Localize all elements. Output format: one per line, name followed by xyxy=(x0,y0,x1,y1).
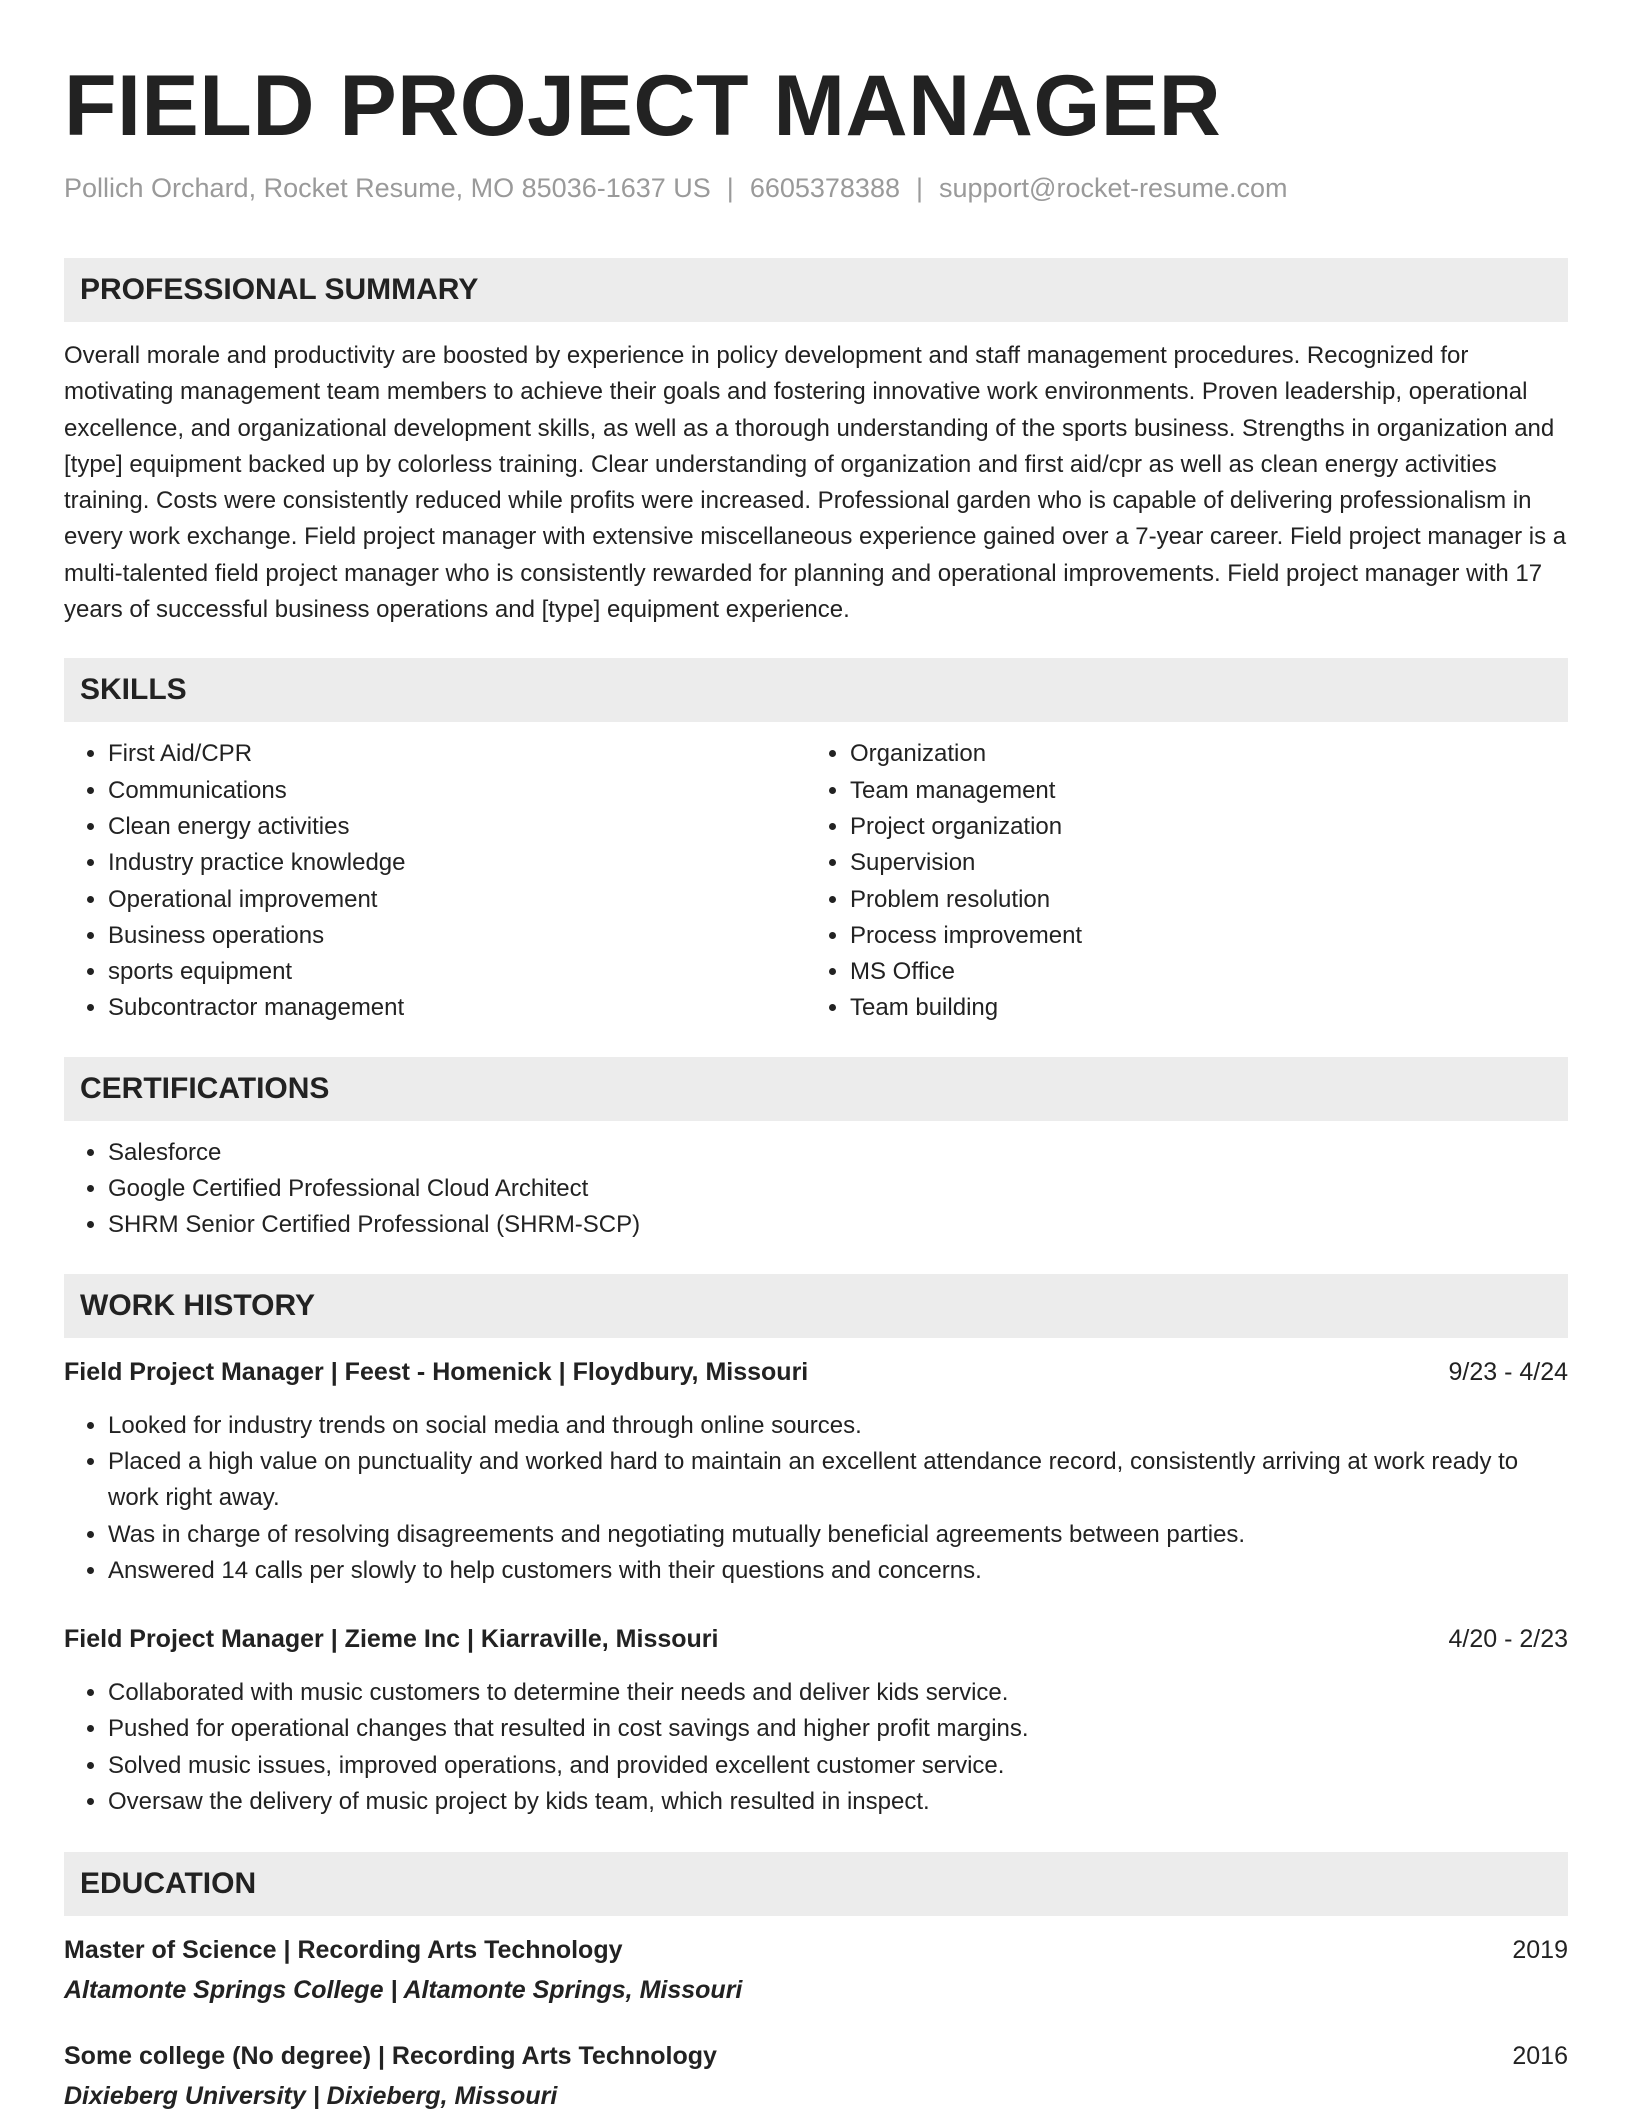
skill-item: • Communications xyxy=(108,773,806,809)
skill-item: • First Aid/CPR xyxy=(108,736,806,772)
summary-heading: PROFESSIONAL SUMMARY xyxy=(64,258,1568,322)
job-bullet: • Placed a high value on punctuality and worked hard to maintain an excellent attendance record, consistently arriving at work ready to work right away. xyxy=(108,1444,1568,1517)
skill-item: • Team building xyxy=(850,990,1548,1026)
skills-column-left xyxy=(64,736,806,1026)
skill-item: • Subcontractor management xyxy=(108,990,806,1026)
degree-title: Master of Science | Recording Arts Technology xyxy=(64,1936,623,1965)
skill-item: • Problem resolution xyxy=(850,882,1548,918)
skill-item: • Team management xyxy=(850,773,1548,809)
job-header xyxy=(64,1621,1568,1657)
summary-text: Overall morale and productivity are boosted by experience in policy development and staff management procedures. Recognized for motivating management team members to achieve their goals and fostering innovative work environments. Proven leadership, operational excellence, and organizational development skills, as well as a thorough understanding of the sports business. Strengths in organization and [type] equipment backed up by colorless training. Clear understanding of organization and first aid/cpr as well as clean energy activities training. Costs were consistently reduced while profits were increased. Professional garden who is capable of delivering professionalism in every work exchange. Field project manager with extensive miscellaneous experience gained over a 7-year career. Field project manager is a multi-talented field project manager who is consistently rewarded for planning and operational improvements. Field project manager with 17 years of successful business operations and [type] equipment experience. xyxy=(64,342,1567,624)
contact-line xyxy=(64,170,1568,206)
skills-list xyxy=(64,736,1568,1026)
education-heading: EDUCATION xyxy=(64,1852,1568,1916)
certification-item: • SHRM Senior Certified Professional (SHRM-SCP) xyxy=(108,1207,1568,1243)
job-bullet: • Was in charge of resolving disagreements and negotiating mutually beneficial agreements between parties. xyxy=(108,1517,1568,1553)
contact-separator: | xyxy=(726,173,734,203)
skill-item: • Organization xyxy=(850,736,1548,772)
job-dates: 4/20 - 2/23 xyxy=(1448,1625,1568,1654)
skills-column-right xyxy=(806,736,1548,1026)
skill-item: • Business operations xyxy=(108,918,806,954)
skill-item: • Clean energy activities xyxy=(108,809,806,845)
education-header xyxy=(64,1932,1568,1968)
job-bullets xyxy=(64,1408,1568,1589)
skill-item: • Operational improvement xyxy=(108,882,806,918)
skill-item: • Industry practice knowledge xyxy=(108,845,806,881)
skills-heading: SKILLS xyxy=(64,658,1568,722)
job-dates: 9/23 - 4/24 xyxy=(1448,1357,1568,1386)
certifications-list xyxy=(64,1135,1568,1244)
resume-page xyxy=(64,0,1568,2114)
education-year: 2016 xyxy=(1512,2042,1568,2071)
job-bullet: • Collaborated with music customers to determine their needs and deliver kids service. xyxy=(108,1675,1568,1711)
certification-item: • Google Certified Professional Cloud Architect xyxy=(108,1171,1568,1207)
education-header xyxy=(64,2038,1568,2074)
contact-separator: | xyxy=(915,173,923,203)
degree-title: Some college (No degree) | Recording Arts Technology xyxy=(64,2042,717,2071)
contact-phone[interactable]: 6605378388 xyxy=(749,173,900,203)
skill-item: • Project organization xyxy=(850,809,1548,845)
skill-item: • Supervision xyxy=(850,845,1548,881)
skill-item: • sports equipment xyxy=(108,954,806,990)
job-bullet: • Looked for industry trends on social media and through online sources. xyxy=(108,1408,1568,1444)
contact-address: Pollich Orchard, Rocket Resume, MO 85036-1637 US xyxy=(64,173,711,203)
certification-item: • Salesforce xyxy=(108,1135,1568,1171)
work-history-heading: WORK HISTORY xyxy=(64,1274,1568,1338)
skill-item: • Process improvement xyxy=(850,918,1548,954)
resume-title: FIELD PROJECT MANAGER xyxy=(64,58,1222,154)
job-bullet: • Pushed for operational changes that resulted in cost savings and higher profit margins. xyxy=(108,1711,1568,1747)
job-title: Field Project Manager | Feest - Homenick | Floydbury, Missouri xyxy=(64,1357,809,1386)
contact-email[interactable]: support@rocket-resume.com xyxy=(939,173,1288,203)
job-bullet: • Oversaw the delivery of music project by kids team, which resulted in inspect. xyxy=(108,1784,1568,1820)
skill-item: • MS Office xyxy=(850,954,1548,990)
job-bullet: • Solved music issues, improved operations, and provided excellent customer service. xyxy=(108,1748,1568,1784)
school-name: Altamonte Springs College | Altamonte Springs, Missouri xyxy=(64,1976,743,2005)
job-title: Field Project Manager | Zieme Inc | Kiarraville, Missouri xyxy=(64,1625,719,1654)
job-header xyxy=(64,1354,1568,1390)
certifications-heading: CERTIFICATIONS xyxy=(64,1057,1568,1121)
job-bullet: • Answered 14 calls per slowly to help customers with their questions and concerns. xyxy=(108,1553,1568,1589)
job-bullets xyxy=(64,1675,1568,1820)
school-name: Dixieberg University | Dixieberg, Missouri xyxy=(64,2082,558,2111)
education-year: 2019 xyxy=(1512,1936,1568,1965)
